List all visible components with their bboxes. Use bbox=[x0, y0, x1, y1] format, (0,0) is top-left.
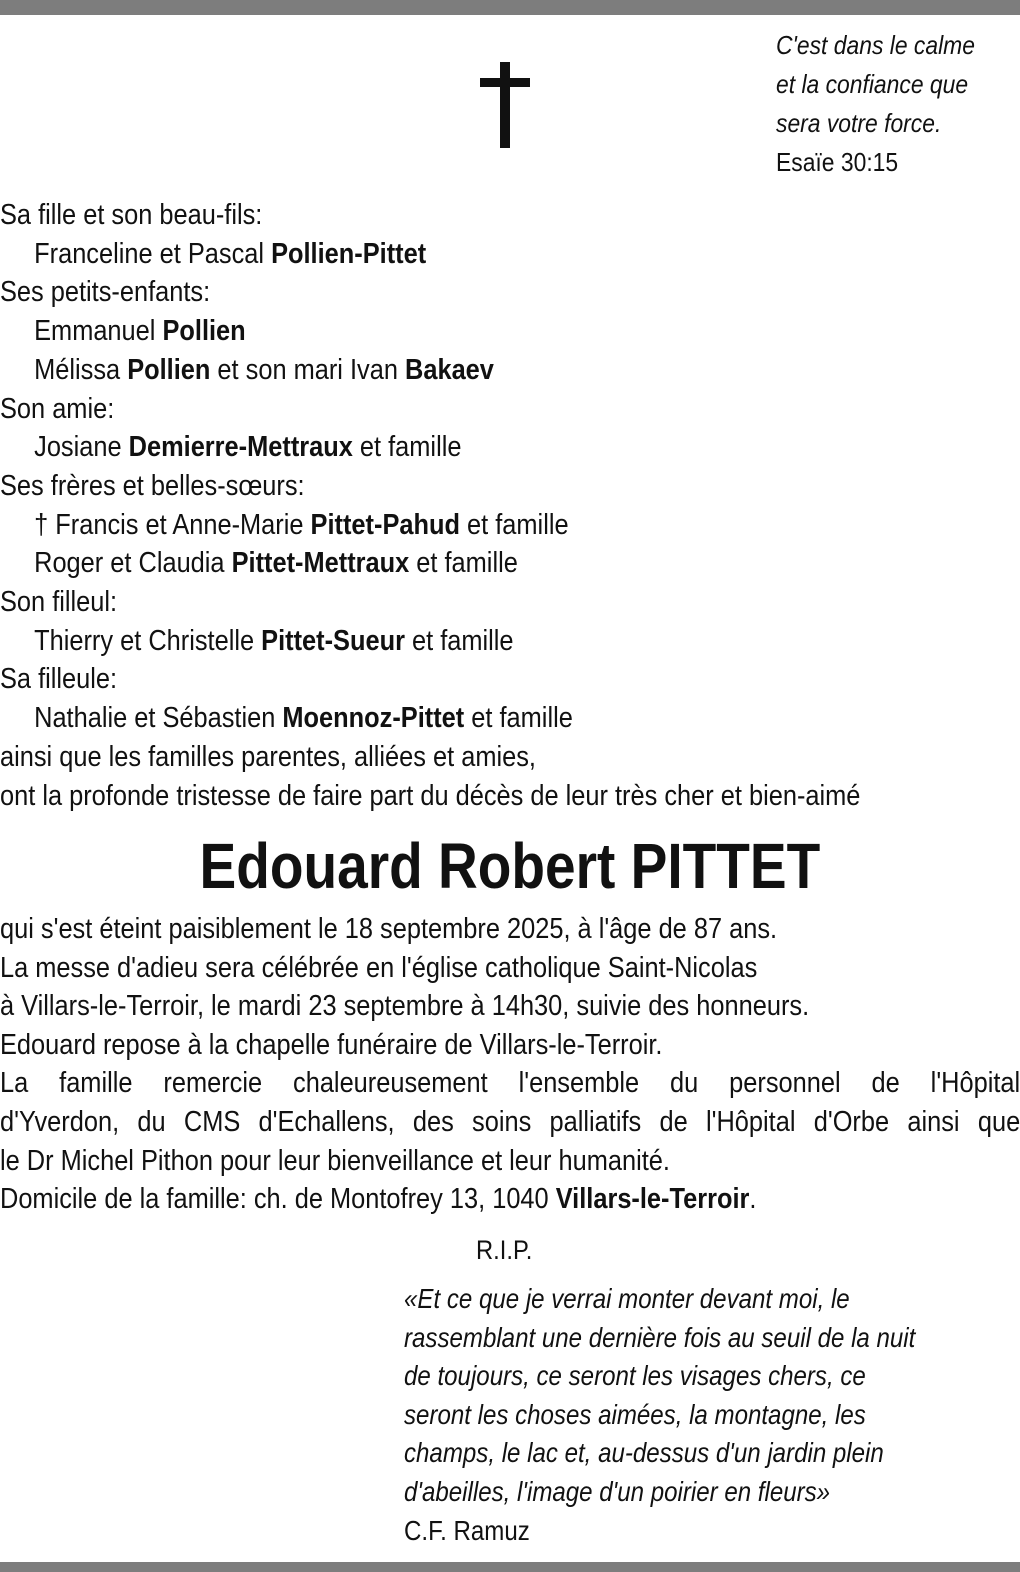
verse-reference: Esaïe 30:15 bbox=[776, 147, 899, 177]
family-name-text: Roger et Claudia bbox=[34, 547, 232, 580]
quote-line: d'abeilles, l'image d'un poirier en fleurs» bbox=[404, 1475, 831, 1507]
thanks-word: La bbox=[0, 1067, 29, 1100]
thanks-line bbox=[0, 1103, 1020, 1142]
chapel-line: Edouard repose à la chapelle funéraire de Villars-le-Terroir. bbox=[0, 1028, 663, 1061]
thanks-word: d'Yverdon, bbox=[0, 1105, 120, 1138]
thanks-word: de bbox=[659, 1105, 688, 1138]
family-surname: Pittet-Pahud bbox=[310, 508, 460, 541]
family-name-text: Franceline et Pascal bbox=[34, 237, 272, 270]
quote-line: «Et ce que je verrai monter devant moi, le bbox=[404, 1283, 850, 1314]
family-member bbox=[0, 428, 998, 467]
deceased-name bbox=[0, 826, 1020, 906]
quote-line: de toujours, ce seront les visages chers, ce bbox=[404, 1360, 866, 1392]
family-member bbox=[0, 312, 998, 351]
family-surname: Bakaev bbox=[405, 353, 494, 386]
thanks-word: CMS bbox=[183, 1105, 241, 1138]
thanks-word: du bbox=[670, 1067, 699, 1100]
family-name-text: Josiane bbox=[34, 431, 129, 464]
family-surname: Demierre-Mettraux bbox=[128, 431, 353, 464]
mass-place-line: à Villars-le-Terroir, le mardi 23 septembre à 14h30, suivie des honneurs. bbox=[0, 990, 810, 1023]
family-surname: Pollien bbox=[127, 353, 211, 386]
family-member bbox=[0, 622, 998, 661]
domicile-suffix: . bbox=[749, 1183, 757, 1216]
death-line: qui s'est éteint paisiblement le 18 septembre 2025, à l'âge de 87 ans. bbox=[0, 913, 778, 945]
family-name-text: Mélissa bbox=[34, 353, 128, 386]
family-surname: Pittet-Sueur bbox=[261, 624, 405, 657]
family-name-text: et famille bbox=[409, 547, 518, 580]
thanks-word: d'Orbe bbox=[813, 1105, 890, 1138]
thanks-word: chaleureusement bbox=[293, 1067, 488, 1100]
family-member bbox=[0, 351, 998, 390]
ramuz-quote bbox=[404, 1280, 1006, 1550]
cross-icon bbox=[480, 62, 530, 148]
family-name-text: † Francis et Anne-Marie bbox=[34, 508, 311, 541]
family-relation-label: ainsi que les familles parentes, alliées et amies, bbox=[0, 740, 536, 773]
family-name-text: et son mari Ivan bbox=[210, 353, 406, 386]
family-relation-label: Sa filleule: bbox=[0, 663, 118, 696]
thanks-word: des bbox=[412, 1105, 454, 1138]
family-surname: Pollien-Pittet bbox=[271, 237, 427, 270]
thanks-word: que bbox=[977, 1105, 1020, 1138]
family-relation-label: Son filleul: bbox=[0, 586, 118, 619]
family-name-text: Thierry et Christelle bbox=[34, 624, 262, 657]
family-member bbox=[0, 544, 998, 583]
thanks-word: du bbox=[137, 1105, 166, 1138]
bottom-border bbox=[0, 1562, 1020, 1572]
verse-line: sera votre force. bbox=[776, 108, 942, 138]
family-name-text: Nathalie et Sébastien bbox=[34, 702, 283, 735]
notice-details bbox=[0, 910, 1020, 1219]
thanks-word: d'Echallens, bbox=[258, 1105, 395, 1138]
quote-line: seront les choses aimées, la montagne, les bbox=[404, 1398, 866, 1430]
domicile-address: Domicile de la famille: ch. de Montofrey 13, 1040 bbox=[0, 1183, 556, 1216]
mass-line: La messe d'adieu sera célébrée en l'église catholique Saint-Nicolas bbox=[0, 951, 758, 984]
family-relation-label: Ses frères et belles-sœurs: bbox=[0, 469, 305, 502]
family-name-text: Emmanuel bbox=[34, 315, 163, 348]
family-name-text: et famille bbox=[352, 431, 462, 464]
quote-line: rassemblant une dernière fois au seuil de la nuit bbox=[404, 1321, 916, 1353]
family-relation-label: ont la profonde tristesse de faire part du décès de leur très cher et bien-aimé bbox=[0, 779, 861, 812]
family-member bbox=[0, 235, 998, 274]
domicile-place: Villars-le-Terroir bbox=[555, 1183, 750, 1216]
family-list bbox=[0, 196, 998, 815]
verse-line: et la confiance que bbox=[776, 69, 969, 99]
thanks-line: le Dr Michel Pithon pour leur bienveillance et leur humanité. bbox=[0, 1144, 670, 1177]
family-relation-label: Sa fille et son beau-fils: bbox=[0, 199, 263, 231]
deceased-name-text: Edouard Robert PITTET bbox=[199, 830, 821, 902]
family-relation-label: Ses petits-enfants: bbox=[0, 276, 211, 309]
thanks-word: soins bbox=[472, 1105, 532, 1138]
top-border bbox=[0, 0, 1020, 15]
thanks-line bbox=[0, 1064, 1020, 1103]
family-surname: Pollien bbox=[162, 315, 246, 348]
thanks-word: l'Hôpital bbox=[930, 1067, 1020, 1100]
family-surname: Pittet-Mettraux bbox=[231, 547, 410, 580]
family-member bbox=[0, 699, 998, 738]
family-surname: Moennoz-Pittet bbox=[282, 702, 465, 735]
thanks-word: palliatifs bbox=[549, 1105, 642, 1138]
thanks-word: ainsi bbox=[907, 1105, 960, 1138]
thanks-word: remercie bbox=[163, 1067, 263, 1100]
family-relation-label: Son amie: bbox=[0, 392, 115, 425]
thanks-word: l'ensemble bbox=[518, 1067, 640, 1100]
verse-line: C'est dans le calme bbox=[776, 30, 975, 60]
family-member bbox=[0, 506, 998, 545]
bible-verse bbox=[776, 26, 987, 182]
family-name-text: et famille bbox=[464, 702, 573, 735]
thanks-word: personnel bbox=[729, 1067, 841, 1100]
thanks-word: de bbox=[871, 1067, 900, 1100]
quote-author: C.F. Ramuz bbox=[404, 1514, 530, 1546]
quote-line: champs, le lac et, au-dessus d'un jardin plein bbox=[404, 1437, 884, 1469]
domicile-line bbox=[0, 1180, 1020, 1219]
family-name-text: et famille bbox=[404, 624, 514, 657]
family-name-text: et famille bbox=[459, 508, 569, 541]
thanks-word: l'Hôpital bbox=[705, 1105, 796, 1138]
rip-text: R.I.P. bbox=[476, 1235, 533, 1265]
thanks-word: famille bbox=[59, 1067, 133, 1100]
